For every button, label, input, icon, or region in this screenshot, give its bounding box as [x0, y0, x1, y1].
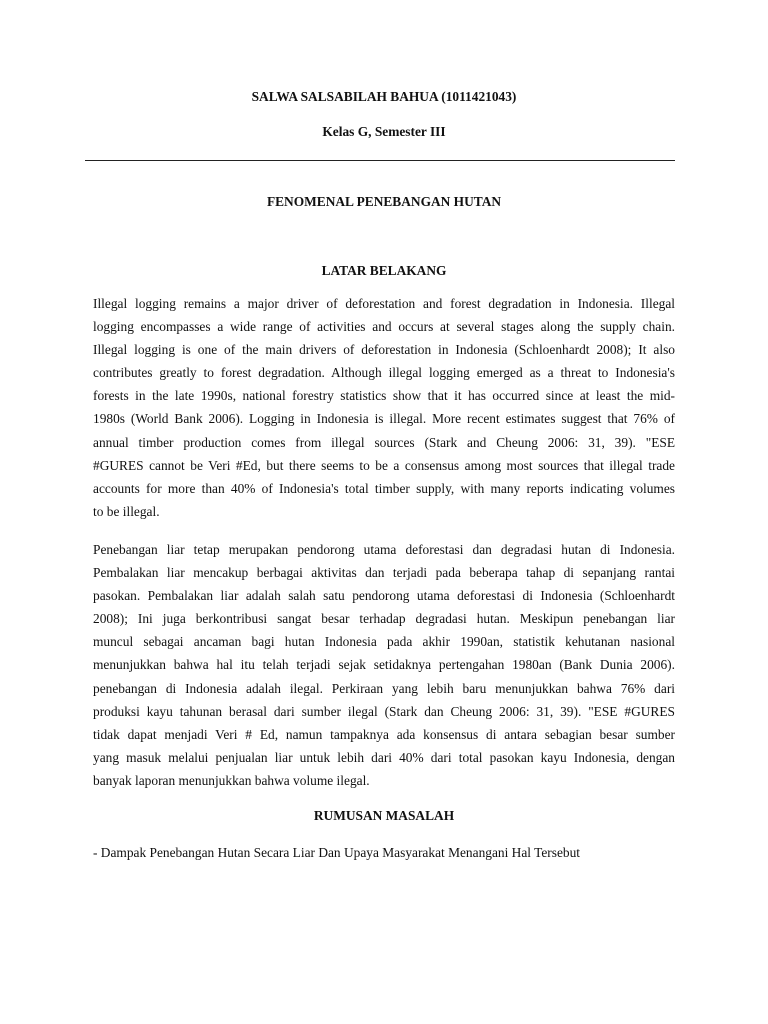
paragraph-line: 2008); Ini juga berkontribusi sangat besar terhadap degradasi hutan. Meskipun penebangan liar [93, 611, 675, 627]
paragraph-line: logging encompasses a wide range of activities and occurs at several stages along the supply chain. [93, 319, 675, 335]
rumusan-list-item: - Dampak Penebangan Hutan Secara Liar Dan Upaya Masyarakat Menangani Hal Tersebut [93, 845, 581, 860]
section-heading-latar-belakang: LATAR BELAKANG [321, 263, 447, 278]
paragraph-line: annual timber production comes from illegal sources (Stark and Cheung 2006: 31, 39). "ESE [93, 434, 675, 450]
paragraph-line: penebangan di Indonesia adalah ilegal. Perkiraan yang lebih baru menunjukkan bahwa 76% dari [93, 680, 675, 696]
paragraph-line: Pembalakan liar mencakup berbagai aktivitas dan terjadi pada beberapa tahap di sepanjang rantai [93, 565, 675, 581]
paragraph-line: banyak laporan menunjukkan bahwa volume ilegal. [93, 772, 370, 788]
paragraph-line: forests in the late 1990s, national forestry statistics show that it has occurred since at least the mid- [93, 388, 675, 404]
paragraph-line: yang masuk melalui penjualan liar untuk lebih dari 40% dari total pasokan kayu Indonesia, dengan [93, 749, 675, 765]
paragraph-indonesian [93, 538, 675, 792]
document-title: FENOMENAL PENEBANGAN HUTAN [266, 194, 502, 209]
paragraph-line: to be illegal. [93, 503, 160, 519]
header-divider [85, 160, 675, 161]
paragraph-line: Penebangan liar tetap merupakan pendorong utama deforestasi dan degradasi hutan di Indonesia. [93, 542, 675, 557]
paragraph-line: Illegal logging is one of the main drivers of deforestation in Indonesia (Schloenhardt 2008); It also [93, 342, 675, 358]
paragraph-line: tidak dapat menjadi Veri # Ed, namun tampaknya ada konsensus di antara sebagian besar sumber [93, 726, 675, 742]
paragraph-line: #GURES cannot be Veri #Ed, but there seems to be a consensus among most sources that illegal trade [93, 457, 675, 473]
paragraph-line: accounts for more than 40% of Indonesia's total timber supply, with many reports indicating volumes [93, 480, 675, 496]
class-info-line: Kelas G, Semester III [322, 124, 446, 139]
paragraph-line: muncul sebagai ancaman bagi hutan Indonesia pada akhir 1990an, statistik kehutanan nasional [93, 634, 675, 650]
paragraph-line: produksi kayu tahunan berasal dari sumber ilegal (Stark dan Cheung 2006: 31, 39). "ESE #GURES [93, 703, 675, 719]
paragraph-line: pasokan. Pembalakan liar adalah salah satu pendorong utama deforestasi di Indonesia (Schloenhardt [93, 588, 675, 604]
author-line: SALWA SALSABILAH BAHUA (1011421043) [251, 89, 517, 104]
paragraph-line: 1980s (World Bank 2006). Logging in Indonesia is illegal. More recent estimates suggest that 76% of [93, 411, 675, 427]
paragraph-line: Illegal logging remains a major driver of deforestation and forest degradation in Indonesia. Illegal [93, 296, 675, 311]
paragraph-english [93, 292, 675, 523]
paragraph-line: contributes greatly to forest degradation. Although illegal logging emerged as a threat to Indonesia's [93, 365, 675, 381]
section-heading-rumusan-masalah: RUMUSAN MASALAH [313, 808, 455, 823]
paragraph-line: menunjukkan bahwa hal itu telah terjadi sejak setidaknya pertengahan 1980an (Bank Dunia 2006). [93, 657, 675, 673]
